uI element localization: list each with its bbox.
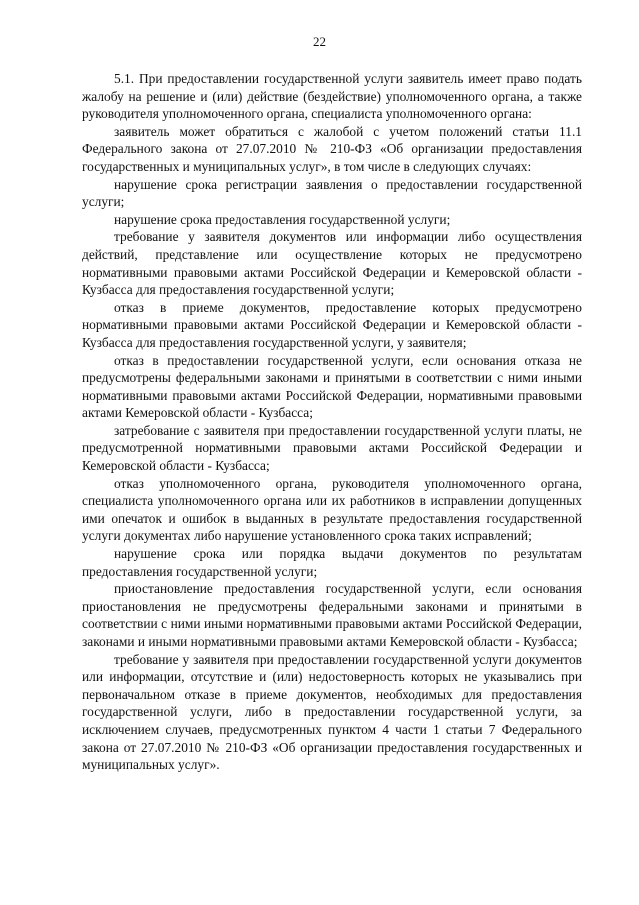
- paragraph-service-refusal: отказ в предоставлении государственной услуги, если основания отказа не предусмотрены федеральными законами и принятыми в соответствии с ними иными нормативными правовыми актами Российской Федерации, нормативными правовыми актами Кемеровской области - Кузбасса;: [82, 352, 582, 421]
- paragraph-term-violation: нарушение срока предоставления государственной услуги;: [114, 211, 451, 227]
- paragraph-correction-refusal: отказ уполномоченного органа, руководителя уполномоченного органа, специалиста уполномоченного органа или их работников в исправлении допущенных ими опечаток и ошибок в выданных в результате предоставления государственной услуги документах либо нарушение установленного срока таких исправлений;: [82, 475, 582, 544]
- paragraph-acceptance-refusal: отказ в приеме документов, предоставление которых предусмотрено нормативными правовыми актами Российской Федерации и Кемеровской области - Кузбасса для предоставления государственной услуги, у заявителя;: [82, 299, 582, 350]
- paragraph-fee-demand: затребование с заявителя при предоставлении государственной услуги платы, не предусмотренной нормативными правовыми актами Российской Федерации и Кемеровской области - Кузбасса;: [82, 422, 582, 474]
- paragraph-documents-requirement: требование у заявителя документов или информации либо осуществления действий, представление или осуществление которых не предусмотрено нормативными правовыми актами Российской Федерации и Кемеровской области - Кузбасса для предоставления государственной услуги;: [82, 229, 582, 298]
- page-number: 22: [313, 34, 326, 49]
- paragraph-suspension: приостановление предоставления государственной услуги, если основания приостановления не предусмотрены федеральными законами и принятыми в соответствии с ними иными нормативными правовыми актами Российской Федерации, законами и иными нормативными правовыми актами Кемеровской области - Кузбасса;: [82, 581, 582, 649]
- paragraph-5-1-intro: 5.1. При предоставлении государственной услуги заявитель имеет право подать жалобу на решение и (или) действие (бездействие) уполномоченного органа, а также руководителя уполномоченного органа, специалиста уполномоченного органа:: [82, 71, 582, 122]
- document-body: [82, 70, 582, 774]
- paragraph-complaint-cases: заявитель может обратиться с жалобой с учетом положений статьи 11.1 Федерального закона от 27.07.2010 № 210-ФЗ «Об организации предоставления государственных и муниципальных услуг», в том числе в следующих случаях:: [82, 123, 582, 174]
- paragraph-additional-documents: требование у заявителя при предоставлении государственной услуги документов или информации, отсутствие и (или) недостоверность которых не указывались при первоначальном отказе в приеме документов, необходимых для предоставления государственной услуги, либо в предоставлении государственной услуги, за исключением случаев, предусмотренных пунктом 4 части 1 статьи 7 Федерального закона от 27.07.2010 № 210-ФЗ «Об организации предоставления государственных и муниципальных услуг».: [82, 651, 582, 773]
- paragraph-registration-violation: нарушение срока регистрации заявления о предоставлении государственной услуги;: [82, 176, 582, 210]
- paragraph-issuance-violation: нарушение срока или порядка выдачи документов по результатам предоставления государственной услуги;: [82, 546, 582, 579]
